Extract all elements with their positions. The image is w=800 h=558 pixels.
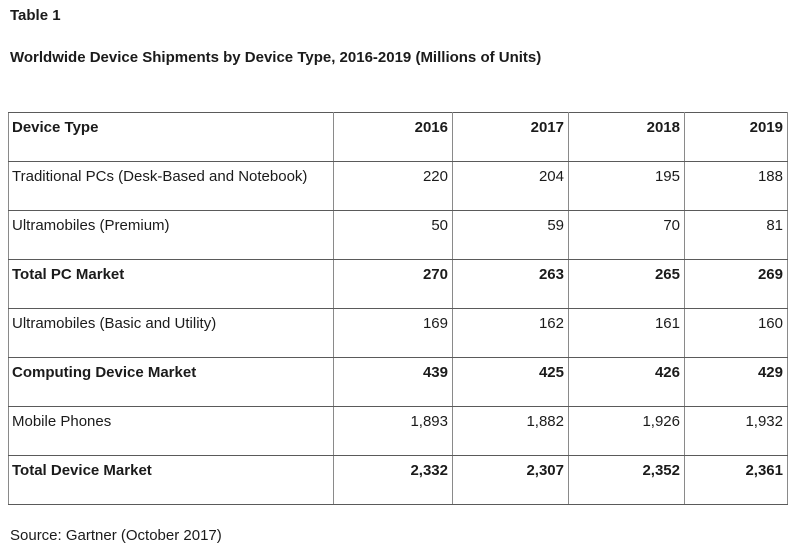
cell-value: 50 — [334, 211, 453, 260]
cell-value: 2,361 — [685, 456, 788, 505]
cell-value: 425 — [453, 358, 569, 407]
cell-value: 2,332 — [334, 456, 453, 505]
cell-value: 161 — [569, 309, 685, 358]
cell-value: 269 — [685, 260, 788, 309]
cell-value: 270 — [334, 260, 453, 309]
page-title: Worldwide Device Shipments by Device Type, 2016-2019 (Millions of Units) — [10, 49, 542, 66]
cell-value: 59 — [453, 211, 569, 260]
row-label: Total Device Market — [9, 456, 334, 505]
cell-value: 263 — [453, 260, 569, 309]
table-row-mobile-phones — [9, 407, 788, 456]
cell-value: 160 — [685, 309, 788, 358]
column-header-device-type: Device Type — [9, 113, 334, 162]
cell-value: 81 — [685, 211, 788, 260]
table-row-ultramobiles-premium — [9, 211, 788, 260]
cell-value: 70 — [569, 211, 685, 260]
row-label: Traditional PCs (Desk-Based and Notebook) — [9, 162, 334, 211]
source-note: Source: Gartner (October 2017) — [10, 527, 222, 544]
table-header-row — [9, 113, 788, 162]
table-row-ultramobiles-basic — [9, 309, 788, 358]
cell-value: 426 — [569, 358, 685, 407]
table-row-computing-device-market — [9, 358, 788, 407]
cell-value: 162 — [453, 309, 569, 358]
cell-value: 1,926 — [569, 407, 685, 456]
cell-value: 2,352 — [569, 456, 685, 505]
device-shipments-table — [8, 112, 788, 505]
column-header-2019: 2019 — [685, 113, 788, 162]
cell-value: 169 — [334, 309, 453, 358]
row-label: Ultramobiles (Basic and Utility) — [9, 309, 334, 358]
table-row-total-pc-market — [9, 260, 788, 309]
cell-value: 1,932 — [685, 407, 788, 456]
table-label: Table 1 — [10, 7, 61, 24]
cell-value: 439 — [334, 358, 453, 407]
table-row-total-device-market — [9, 456, 788, 505]
cell-value: 1,882 — [453, 407, 569, 456]
row-label: Total PC Market — [9, 260, 334, 309]
column-header-2016: 2016 — [334, 113, 453, 162]
cell-value: 204 — [453, 162, 569, 211]
cell-value: 1,893 — [334, 407, 453, 456]
column-header-2017: 2017 — [453, 113, 569, 162]
table-row-traditional-pcs — [9, 162, 788, 211]
cell-value: 265 — [569, 260, 685, 309]
cell-value: 195 — [569, 162, 685, 211]
column-header-2018: 2018 — [569, 113, 685, 162]
row-label: Ultramobiles (Premium) — [9, 211, 334, 260]
cell-value: 188 — [685, 162, 788, 211]
cell-value: 2,307 — [453, 456, 569, 505]
cell-value: 220 — [334, 162, 453, 211]
cell-value: 429 — [685, 358, 788, 407]
row-label: Computing Device Market — [9, 358, 334, 407]
row-label: Mobile Phones — [9, 407, 334, 456]
